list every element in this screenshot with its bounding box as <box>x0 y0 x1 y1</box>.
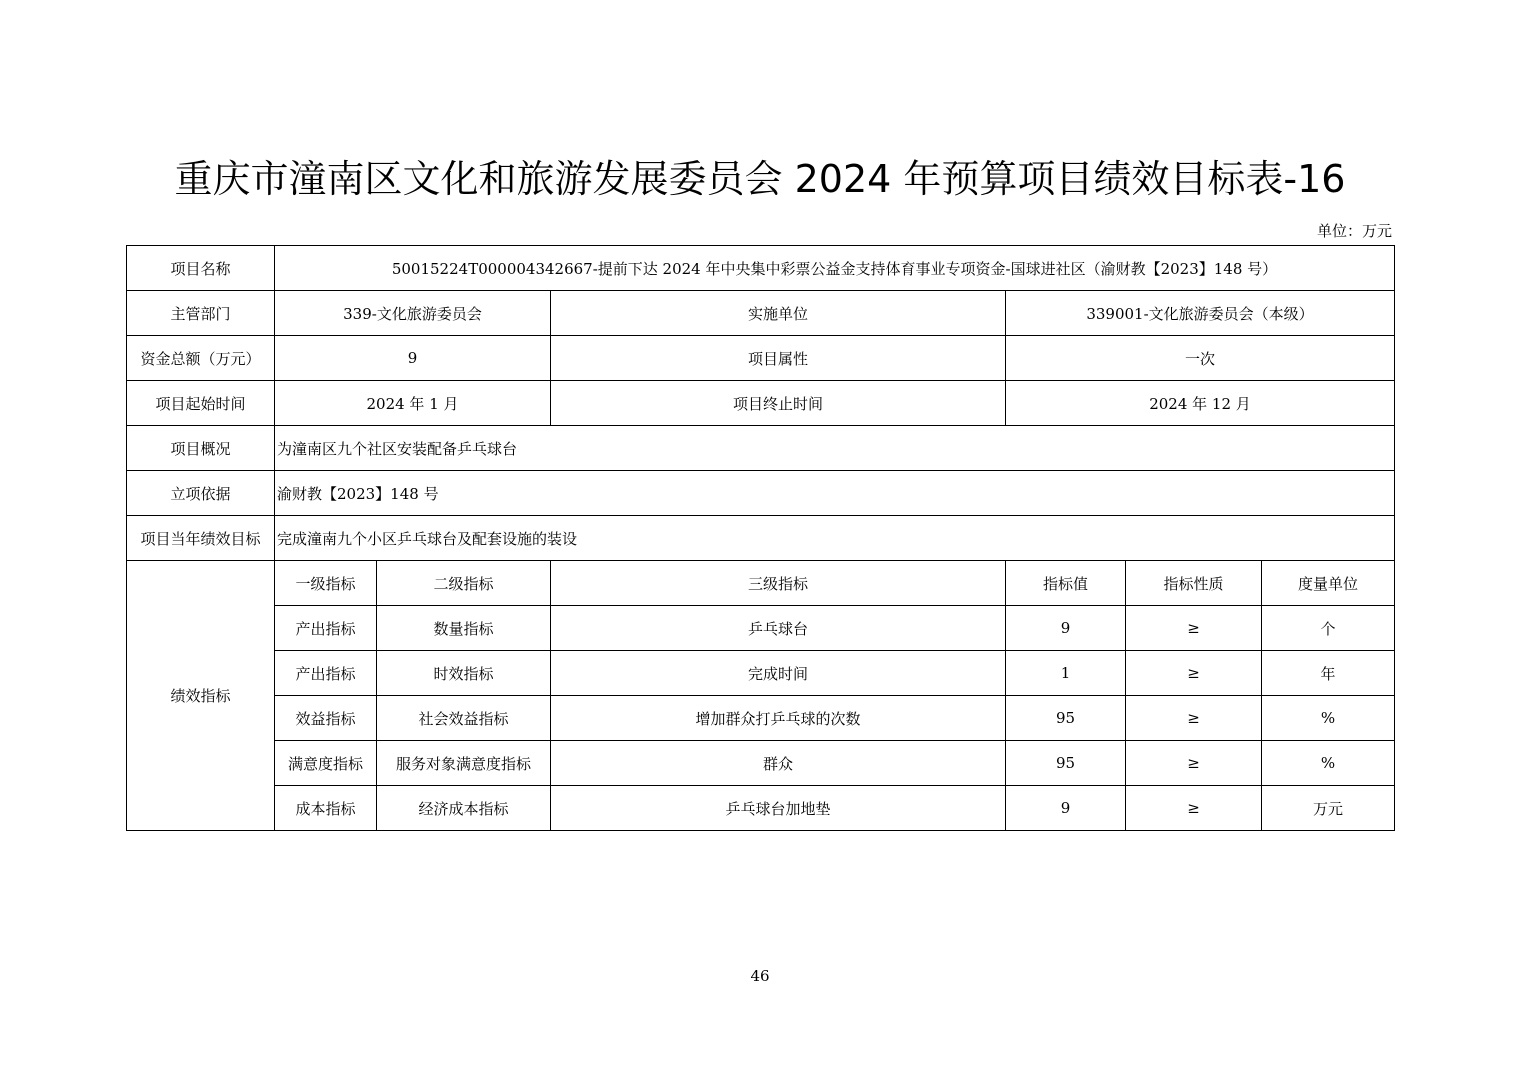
indicator-value: 9 <box>1006 786 1126 831</box>
indicator-value: 95 <box>1006 741 1126 786</box>
indicator-nature: ≥ <box>1126 741 1262 786</box>
dept-value: 339-文化旅游委员会 <box>275 291 551 336</box>
start-value: 2024 年 1 月 <box>275 381 551 426</box>
row-time <box>127 381 1395 426</box>
indicator-level1: 满意度指标 <box>275 741 377 786</box>
indicator-level3: 增加群众打乒乓球的次数 <box>551 696 1006 741</box>
indicator-nature: ≥ <box>1126 786 1262 831</box>
row-project-name <box>127 246 1395 291</box>
basis-value: 渝财教【2023】148 号 <box>275 471 1395 516</box>
indicator-level3: 完成时间 <box>551 651 1006 696</box>
indicator-level3: 群众 <box>551 741 1006 786</box>
indicator-nature: ≥ <box>1126 651 1262 696</box>
indicator-level1: 产出指标 <box>275 606 377 651</box>
row-department <box>127 291 1395 336</box>
header-unit: 度量单位 <box>1262 561 1395 606</box>
indicator-value: 95 <box>1006 696 1126 741</box>
end-value: 2024 年 12 月 <box>1006 381 1395 426</box>
indicator-unit: 个 <box>1262 606 1395 651</box>
indicator-row <box>127 696 1395 741</box>
page-title: 重庆市潼南区文化和旅游发展委员会 2024 年预算项目绩效目标表-16 <box>174 157 1346 201</box>
indicator-level2: 数量指标 <box>377 606 551 651</box>
indicator-level1: 成本指标 <box>275 786 377 831</box>
indicator-row <box>127 741 1395 786</box>
row-basis <box>127 471 1395 516</box>
perf-label: 绩效指标 <box>127 561 275 831</box>
overview-value: 为潼南区九个社区安装配备乒乓球台 <box>275 426 1395 471</box>
attr-value: 一次 <box>1006 336 1395 381</box>
header-level1: 一级指标 <box>275 561 377 606</box>
fund-label: 资金总额（万元） <box>127 336 275 381</box>
goal-value: 完成潼南九个小区乒乓球台及配套设施的装设 <box>275 516 1395 561</box>
indicator-nature: ≥ <box>1126 696 1262 741</box>
indicator-level2: 社会效益指标 <box>377 696 551 741</box>
basis-label: 立项依据 <box>127 471 275 516</box>
row-fund <box>127 336 1395 381</box>
row-goal <box>127 516 1395 561</box>
start-label: 项目起始时间 <box>127 381 275 426</box>
impl-value: 339001-文化旅游委员会（本级） <box>1006 291 1395 336</box>
project-name-label: 项目名称 <box>127 246 275 291</box>
indicator-value: 9 <box>1006 606 1126 651</box>
indicator-value: 1 <box>1006 651 1126 696</box>
indicator-level2: 时效指标 <box>377 651 551 696</box>
indicator-nature: ≥ <box>1126 606 1262 651</box>
indicator-unit: 万元 <box>1262 786 1395 831</box>
indicator-level3: 乒乓球台加地垫 <box>551 786 1006 831</box>
page-number: 46 <box>750 967 770 985</box>
impl-label: 实施单位 <box>551 291 1006 336</box>
project-name-value: 50015224T000004342667-提前下达 2024 年中央集中彩票公益金支持体育事业专项资金-国球进社区（渝财教【2023】148 号） <box>275 246 1395 291</box>
indicator-level1: 产出指标 <box>275 651 377 696</box>
fund-value: 9 <box>275 336 551 381</box>
header-nature: 指标性质 <box>1126 561 1262 606</box>
indicator-level3: 乒乓球台 <box>551 606 1006 651</box>
indicator-level2: 经济成本指标 <box>377 786 551 831</box>
indicator-unit: % <box>1262 741 1395 786</box>
indicator-row <box>127 786 1395 831</box>
indicator-row <box>127 651 1395 696</box>
indicator-unit: % <box>1262 696 1395 741</box>
header-level3: 三级指标 <box>551 561 1006 606</box>
header-value: 指标值 <box>1006 561 1126 606</box>
indicator-row <box>127 606 1395 651</box>
performance-table <box>126 245 1395 831</box>
end-label: 项目终止时间 <box>551 381 1006 426</box>
overview-label: 项目概况 <box>127 426 275 471</box>
goal-label: 项目当年绩效目标 <box>127 516 275 561</box>
indicator-header-row <box>127 561 1395 606</box>
indicator-unit: 年 <box>1262 651 1395 696</box>
header-level2: 二级指标 <box>377 561 551 606</box>
indicator-level2: 服务对象满意度指标 <box>377 741 551 786</box>
attr-label: 项目属性 <box>551 336 1006 381</box>
indicator-level1: 效益指标 <box>275 696 377 741</box>
row-overview <box>127 426 1395 471</box>
unit-label: 单位：万元 <box>1316 222 1392 240</box>
dept-label: 主管部门 <box>127 291 275 336</box>
